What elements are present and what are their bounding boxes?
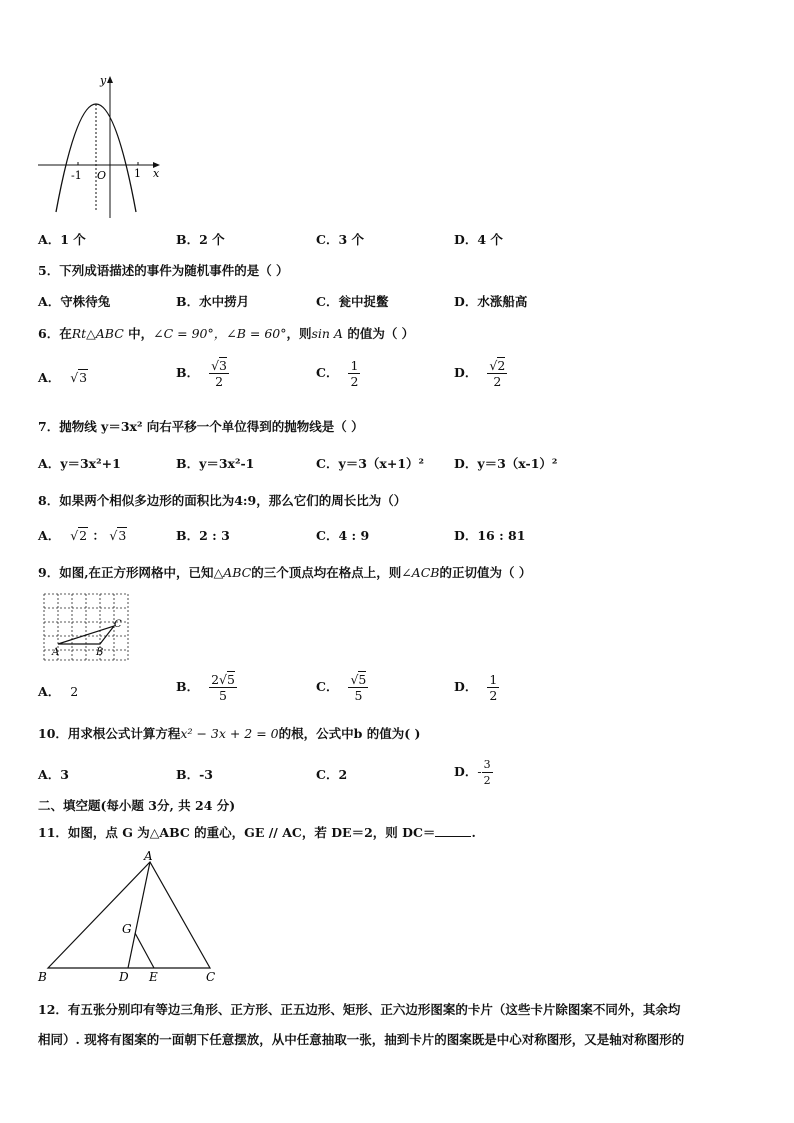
point-label-g: G [122, 922, 132, 936]
denominator: 2 [493, 374, 502, 389]
option-text: 2 [70, 684, 79, 699]
option-text: y＝3x²-1 [199, 456, 255, 471]
ratio-separator: ： [92, 528, 105, 543]
option-label: D． [454, 365, 478, 380]
segment-ge [135, 933, 154, 968]
q8-stem: 8．如果两个相似多边形的面积比为4:9，那么它们的周长比为（） [38, 493, 407, 508]
answer-blank[interactable] [435, 824, 471, 837]
triangle-centroid-figure [34, 848, 224, 986]
option-text: 2 个 [199, 232, 225, 247]
numerator: 2√5 [211, 672, 235, 687]
stem-text: . [471, 825, 476, 840]
q5-option-b[interactable] [176, 292, 249, 310]
median-ad [128, 862, 150, 968]
option-label: D． [454, 679, 478, 694]
q9-option-a[interactable] [38, 682, 78, 700]
option-label: A． [38, 370, 61, 385]
radicand: 2 [497, 358, 506, 373]
option-label: C． [316, 365, 339, 380]
q6-option-d[interactable] [454, 358, 507, 389]
q5-option-d[interactable] [454, 292, 527, 310]
math-expr: sin A [311, 326, 343, 341]
q4-option-b[interactable] [176, 230, 225, 248]
option-text: 2 : 3 [199, 528, 230, 543]
option-text: 3 [60, 767, 69, 782]
option-text: 水涨船高 [477, 294, 528, 309]
denominator: 5 [219, 688, 227, 703]
denominator: 2 [215, 374, 224, 389]
radicand: 3 [118, 528, 127, 543]
stem-text: 的根，公式中b 的值为( ) [278, 726, 421, 741]
denominator: 5 [354, 688, 363, 703]
q10-option-a[interactable] [38, 765, 69, 783]
option-label: B． [176, 232, 200, 247]
fraction [209, 358, 229, 389]
denominator: 2 [350, 374, 359, 389]
denominator: 2 [483, 774, 491, 787]
stem-text: 10．用求根公式计算方程 [38, 726, 181, 741]
stem-text: 9．如图,在正方形网格中，已知 [38, 565, 214, 580]
q8-option-c[interactable] [316, 526, 369, 544]
option-label: B． [176, 365, 200, 380]
option-label: A． [38, 767, 61, 782]
option-label: C． [316, 294, 339, 309]
math-expr: ∠ACB [401, 565, 440, 580]
parabola-graph [34, 72, 174, 222]
numerator: √3 [211, 358, 227, 373]
option-text: 16 : 81 [477, 528, 526, 543]
option-label: C． [316, 679, 339, 694]
x-label: x [153, 167, 160, 180]
option-text: 瓮中捉鳖 [338, 294, 389, 309]
radicand: 5 [227, 672, 235, 687]
option-text: 4 个 [477, 232, 503, 247]
q8-option-d[interactable] [454, 526, 525, 544]
q9-option-b[interactable] [176, 672, 237, 703]
option-text: 1 个 [60, 232, 86, 247]
stem-text: 的正切值为（ ） [439, 565, 532, 580]
origin-label: O [97, 169, 107, 182]
option-label: B． [176, 767, 200, 782]
option-label: C． [316, 528, 339, 543]
vertex-label-b: B [38, 970, 47, 984]
radicand: 5 [358, 672, 367, 687]
stem-text: 的值为（ ） [342, 326, 415, 341]
math-expr: ∠C = 90°，∠B = 60° [153, 326, 287, 341]
option-label: C． [316, 767, 339, 782]
triangle-abc [48, 862, 210, 968]
option-label: C． [316, 456, 339, 471]
point-label-d: D [119, 970, 129, 984]
q8-option-a[interactable] [38, 526, 127, 544]
option-label: B． [176, 528, 200, 543]
tick-label-1: 1 [134, 167, 141, 180]
q10-stem [38, 724, 420, 742]
q10-option-b[interactable] [176, 765, 213, 783]
y-label: y [100, 74, 107, 87]
option-text: 守株待兔 [60, 294, 111, 309]
option-label: D． [454, 294, 478, 309]
q11-stem [38, 823, 476, 841]
math-expr: Rt△ABC [71, 326, 124, 341]
q4-option-d[interactable] [454, 230, 503, 248]
option-label: D． [454, 528, 478, 543]
q7-option-c[interactable] [316, 454, 424, 472]
option-label: A． [38, 456, 61, 471]
coefficient: 2 [211, 672, 220, 687]
vertex-label-a: A [52, 647, 60, 658]
point-label-e: E [149, 970, 158, 984]
option-label: D． [454, 456, 478, 471]
option-label: B． [176, 456, 200, 471]
stem-text: 11．如图，点 G 为△ABC 的重心，GE // AC，若 DE＝2，则 DC＝ [38, 825, 436, 840]
option-text: y＝3x²+1 [60, 456, 121, 471]
fraction [487, 672, 499, 703]
option-text: 2 [338, 767, 348, 782]
vertex-label-b: B [96, 647, 104, 658]
y-axis-arrow [107, 76, 113, 83]
minus-sign: - [477, 764, 482, 779]
option-label: D． [454, 232, 478, 247]
radicand: 2 [79, 528, 88, 543]
stem-text: 的三个顶点均在格点上，则 [251, 565, 402, 580]
q9-stem [38, 563, 531, 581]
q10-option-c[interactable] [316, 765, 347, 783]
vertex-label-c: C [114, 619, 122, 630]
q7-option-b[interactable] [176, 454, 254, 472]
q7-option-a[interactable] [38, 454, 121, 472]
q5-option-a[interactable] [38, 292, 110, 310]
math-expr: △ABC [213, 565, 252, 580]
numerator: √5 [350, 672, 367, 687]
denominator: 2 [489, 688, 498, 703]
vertex-label-c: C [206, 970, 216, 984]
math-expr: x² − 3x + 2 = 0 [180, 726, 279, 741]
tick-label-neg1: -1 [71, 169, 82, 182]
option-label: A． [38, 294, 61, 309]
fraction [482, 757, 493, 788]
sqrt-expr: √3 [70, 370, 88, 385]
q7-stem: 7．抛物线 y＝3x² 向右平移一个单位得到的抛物线是（ ） [38, 419, 364, 434]
option-text: y＝3（x-1）² [477, 456, 558, 471]
option-text: y＝3（x+1）² [338, 456, 425, 471]
option-label: B． [176, 679, 200, 694]
q12-line-1: 12．有五张分别印有等边三角形、正方形、正五边形、矩形、正六边形图案的卡片（这些卡片除图案不同外，其余均 [38, 1002, 681, 1017]
q12-line-2: 相同）. 现将有图案的一面朝下任意摆放，从中任意抽取一张，抽到卡片的图案既是中心对称图形，又是轴对称图形的 [38, 1032, 685, 1047]
radicand: 3 [219, 358, 227, 373]
grid-triangle-figure [42, 592, 134, 664]
numerator: √2 [489, 358, 506, 373]
radicand: 3 [79, 370, 88, 385]
sqrt-expr: √3 [109, 528, 127, 543]
q6-stem [38, 324, 414, 342]
option-label: A． [38, 232, 61, 247]
q4-option-c[interactable] [316, 230, 364, 248]
q9-option-c[interactable] [316, 672, 368, 703]
numerator: 1 [350, 358, 359, 373]
section-title: 二、填空题(每小题 3分, 共 24 分) [38, 798, 236, 813]
q8-option-b[interactable] [176, 526, 230, 544]
fraction [209, 672, 237, 703]
option-label: A． [38, 684, 61, 699]
numerator: 3 [483, 758, 491, 771]
stem-text: ，则 [286, 326, 312, 341]
q10-option-d[interactable] [454, 757, 493, 788]
q9-option-d[interactable] [454, 672, 499, 703]
fraction [487, 358, 507, 389]
sqrt-expr: √2 [70, 528, 88, 543]
stem-text: 6．在 [38, 326, 72, 341]
option-text: -3 [199, 767, 213, 782]
q4-option-a[interactable] [38, 230, 86, 248]
vertex-label-a: A [144, 849, 153, 863]
option-text: 水中捞月 [199, 294, 250, 309]
q5-option-c[interactable] [316, 292, 388, 310]
q6-option-a[interactable] [38, 368, 88, 386]
option-text: 4 : 9 [338, 528, 370, 543]
q5-stem: 5．下列成语描述的事件为随机事件的是（ ） [38, 263, 289, 278]
option-label: A． [38, 528, 61, 543]
q6-option-c[interactable] [316, 358, 360, 389]
triangle-abc [58, 626, 114, 644]
option-label: C． [316, 232, 339, 247]
fraction [348, 358, 360, 389]
option-label: B． [176, 294, 200, 309]
option-label: D． [454, 764, 478, 779]
option-text: 3 个 [338, 232, 365, 247]
q7-option-d[interactable] [454, 454, 557, 472]
stem-text: 中， [123, 326, 154, 341]
fraction [348, 672, 368, 703]
numerator: 1 [489, 672, 498, 687]
q6-option-b[interactable] [176, 358, 229, 389]
